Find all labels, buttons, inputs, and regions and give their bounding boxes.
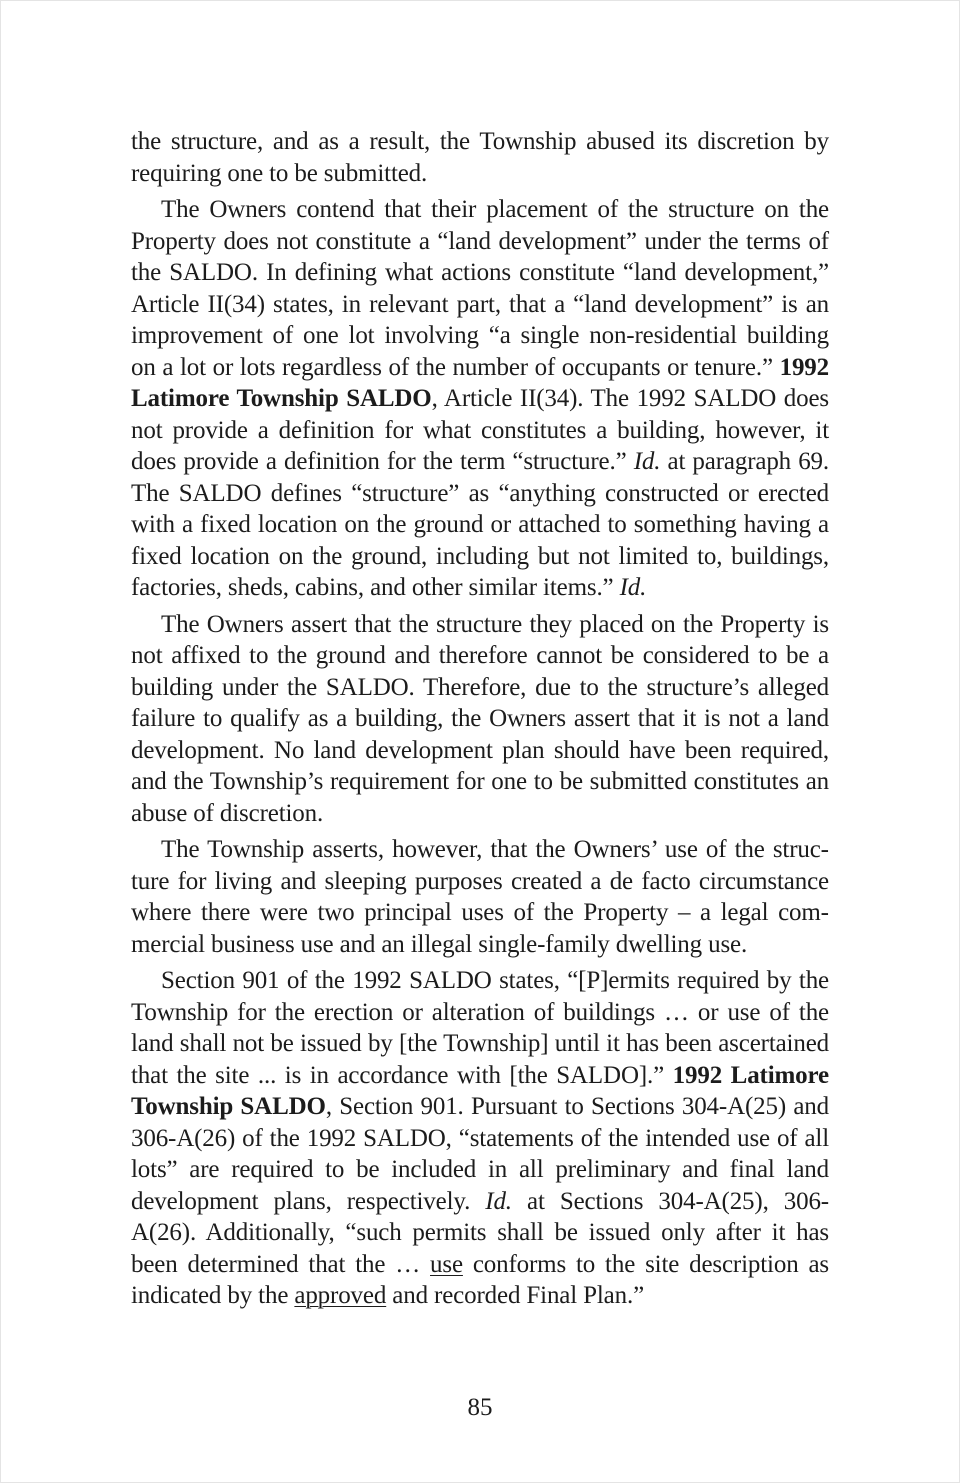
paragraph-5 [131, 965, 829, 1312]
paragraph-2-text-3: at paragraph 69. The SALDO defines “structure” as “anything constructed or erected with a fixed location on the ground or attached to something having a fixed location on the ground, including but not limited to, buildings, factories, sheds, cabins, and other similar items.” [131, 448, 829, 601]
paragraph-2-text: The Owners contend that their placement of the structure on the Property does not constitute a “land development” under the terms of the SALDO. In defining what actions constitute “land development,” Article II(34) states, in relevant part, that a “land development” is an improvement of one lot involving “a single non-residential building on a lot or lots regardless of the number of occupants or tenure.” [131, 196, 829, 381]
page-number: 85 [467, 1394, 493, 1421]
paragraph-1 [131, 126, 829, 189]
id-citation: Id. [619, 574, 647, 601]
id-citation: Id. [633, 448, 661, 475]
paragraph-2-text-2: , Article II(34). The 1992 SALDO does not provide a definition for what constitutes a building, however, it does provide a definition for the term “structure.” [131, 385, 829, 475]
paragraph-5-text-2: , Section 901. Pursuant to Sections 304-A(25) and 306-A(26) of the 1992 SALDO, “statements of the intended use of all lots” are required to be included in all preliminary and final land development plans, respectively. [131, 1093, 829, 1215]
paragraph-2 [131, 194, 829, 604]
underlined-use: use [430, 1250, 463, 1278]
paragraph-3 [131, 609, 829, 830]
paragraph-4-text: The Township asserts, however, that the Owners’ use of the structure for living and sleeping purposes created a de facto circumstance where there were two principal uses of the Property – a legal commercial business use and an illegal single-family dwelling use. [131, 836, 829, 958]
paragraph-5-text-5: and recorded Final Plan.” [386, 1282, 645, 1309]
paragraph-5-text-4: conforms to the site description as indicated by the [131, 1250, 830, 1309]
id-citation: Id. [485, 1187, 512, 1215]
saldo-citation: 1992 Latimore Township SALDO [131, 353, 829, 412]
paragraph-4 [131, 834, 829, 960]
underlined-approved: approved [294, 1282, 387, 1309]
saldo-citation: 1992 Latimore Township SALDO [131, 1061, 829, 1120]
body-text [131, 126, 829, 1317]
paragraph-1-text: the structure, and as a result, the Township abused its discretion by requiring one to be submitted. [131, 128, 829, 187]
paragraph-3-text: The Owners assert that the structure they placed on the Property is not affixed to the ground and therefore cannot be considered to be a building under the SALDO. Therefore, due to the structure’s alleged failure to qualify as a building, the Owners assert that it is not a land development. No land development plan should have been required, and the Township’s requirement for one to be submitted constitutes an abuse of discretion. [131, 610, 829, 827]
paragraph-5-text: Section 901 of the 1992 SALDO states, “[P]ermits required by the Township for the erection or alteration of buildings … or use of the land shall not be issued by [the Township] until it has been ascertained that the site ... is in accordance with [the SALDO].” [131, 967, 829, 1089]
paragraph-5-text-3: at Sections 304-A(25), 306-A(26). Additionally, “such permits shall be issued only after it has been determined that the … [131, 1187, 829, 1278]
